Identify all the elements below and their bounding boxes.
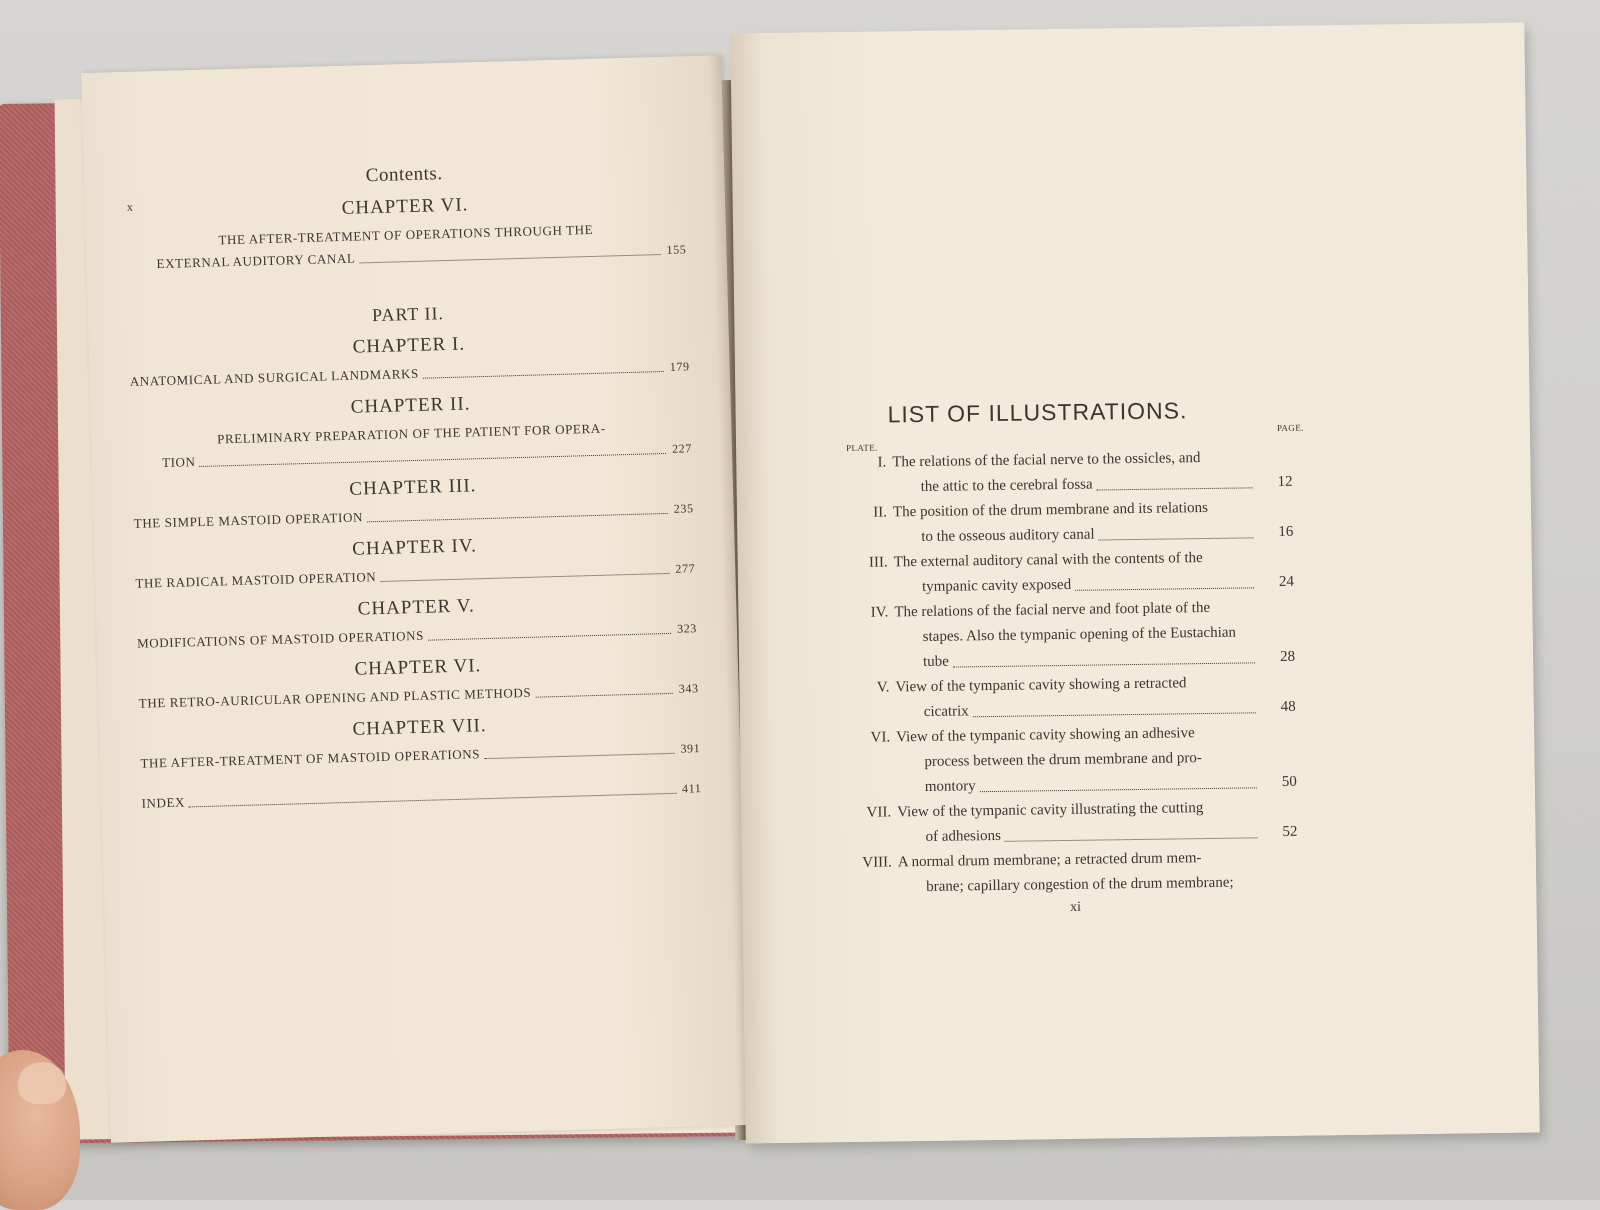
list-item [847,495,1294,551]
toc-entry [131,415,692,475]
leader-dots [1099,537,1254,540]
caption-line: A normal drum membrane; a retracted drum mem- [898,845,1264,875]
chapter-heading: CHAPTER I. [129,327,689,365]
contents-page [124,156,702,814]
chapter-heading: CHAPTER IV. [134,529,694,567]
toc-entry-title: THE RADICAL MASTOID OPERATION [135,566,376,595]
leader-dots [953,662,1255,667]
toc-entry-index [141,777,701,815]
caption-line: tube [923,650,949,675]
leader-dots [1005,837,1258,842]
chapter-heading: CHAPTER VI. [138,649,698,687]
toc-entry-title: ANATOMICAL AND SURGICAL LANDMARKS [130,363,420,393]
toc-entry-title: THE RETRO-AURICULAR OPENING AND PLASTIC METHODS [139,682,532,715]
plate-caption [893,495,1260,550]
plate-number: VI. [850,725,897,801]
plate-number: II. [847,500,894,551]
plate-number: I. [846,450,893,501]
list-item [851,795,1298,851]
toc-page-number: 323 [677,617,697,640]
caption-line: to the osseous auditory canal [921,523,1095,550]
toc-page-number: 179 [669,355,689,378]
running-head: Contents. [124,156,684,194]
list-item [849,670,1296,726]
toc-entry-title: PRELIMINARY PREPARATION OF THE PATIENT FOR OPERA- [131,415,691,453]
leader-dots [200,453,667,467]
folio: xi [852,897,1298,919]
list-item [848,595,1295,676]
toc-page-number: 391 [680,737,700,760]
caption-line: The external auditory canal with the contents of the [894,545,1260,575]
toc-entry-title: TION [162,451,196,474]
caption-line: View of the tympanic cavity showing an adhesive [896,720,1262,750]
leader-dots [360,254,661,263]
list-item [846,445,1293,501]
plate-caption [897,795,1264,850]
page-column-label: PAGE. [1277,423,1304,433]
leader-dots [973,712,1256,717]
chapter-heading: CHAPTER III. [133,469,693,507]
plate-caption [898,845,1265,900]
leader-dots [189,793,676,808]
plate-page-number: 50 [1263,770,1297,795]
toc-entry [126,216,687,276]
caption-line: View of the tympanic cavity showing a retracted [895,670,1261,700]
part-heading: PART II. [128,296,688,333]
plate-page-number: 48 [1262,695,1296,720]
caption-line: of adhesions [925,824,1001,850]
leader-dots [380,573,669,582]
toc-page-number: 235 [673,497,693,520]
caption-line: The relations of the facial nerve and foot plate of the [894,595,1260,625]
page-number: x [127,200,133,215]
toc-page-number: 155 [666,238,686,261]
plate-number: VII. [851,800,898,851]
plate-caption [896,720,1263,800]
caption-line: process between the drum membrane and pro- [896,745,1262,775]
plate-caption [894,545,1261,600]
thumbnail [18,1062,66,1104]
plate-page-number: 24 [1260,570,1294,595]
leader-dots [535,693,673,698]
toc-page-number: 277 [675,557,695,580]
illustrations-list [845,396,1298,919]
caption-line: The relations of the facial nerve to the ossicles, and [892,445,1258,475]
toc-entry-title: THE SIMPLE MASTOID OPERATION [133,506,363,534]
caption-line: The position of the drum membrane and its relations [893,495,1259,525]
leader-dots [428,633,671,641]
plate-number: VIII. [852,850,899,901]
caption-line: tympanic cavity exposed [922,573,1071,600]
chapter-heading: CHAPTER VII. [139,709,699,747]
chapter-heading: CHAPTER V. [136,589,696,627]
list-item [852,845,1299,901]
plate-caption [892,445,1259,500]
list-item [850,720,1297,801]
toc-entry-title: MODIFICATIONS OF MASTOID OPERATIONS [137,625,424,655]
plate-caption [894,595,1261,675]
leader-dots [1097,487,1253,490]
caption-line: the attic to the cerebral fossa [920,473,1092,500]
toc-entry-title: EXTERNAL AUDITORY CANAL [156,248,355,276]
plate-column-label: PLATE. [846,443,878,453]
toc-entry-title: THE AFTER-TREATMENT OF MASTOID OPERATIONS [140,743,480,774]
plate-page-number: 16 [1259,520,1293,545]
toc-entry-title: THE AFTER-TREATMENT OF OPERATIONS THROUGH THE [126,216,686,254]
plate-number: IV. [848,600,895,676]
caption-line: brane; capillary congestion of the drum membrane; [898,870,1264,900]
caption-line: stapes. Also the tympanic opening of the Eustachian [895,620,1261,650]
toc-page-number: 343 [678,677,698,700]
plate-page-number: 12 [1258,470,1292,495]
plate-number: V. [849,675,896,726]
toc-page-number: 227 [672,437,692,460]
plate-page-number: 28 [1261,645,1295,670]
caption-line: montory [925,774,976,800]
caption-line: cicatrix [924,699,969,725]
toc-entry-title: INDEX [141,792,185,815]
page-title: LIST OF ILLUSTRATIONS. [887,396,1291,429]
plate-number: III. [848,550,895,601]
list-item [848,545,1295,601]
leader-dots [423,371,664,379]
plate-caption [895,670,1262,725]
chapter-heading: CHAPTER VI. [125,188,685,226]
leader-dots [980,787,1257,792]
leader-dots [1075,587,1254,590]
right-page [730,23,1539,1144]
chapter-heading: CHAPTER II. [130,387,690,425]
left-page [81,55,751,1142]
leader-dots [367,513,668,522]
caption-line: View of the tympanic cavity illustrating the cutting [897,795,1263,825]
plate-page-number: 52 [1263,820,1297,845]
leader-dots [484,753,674,759]
toc-page-number: 411 [682,777,702,800]
